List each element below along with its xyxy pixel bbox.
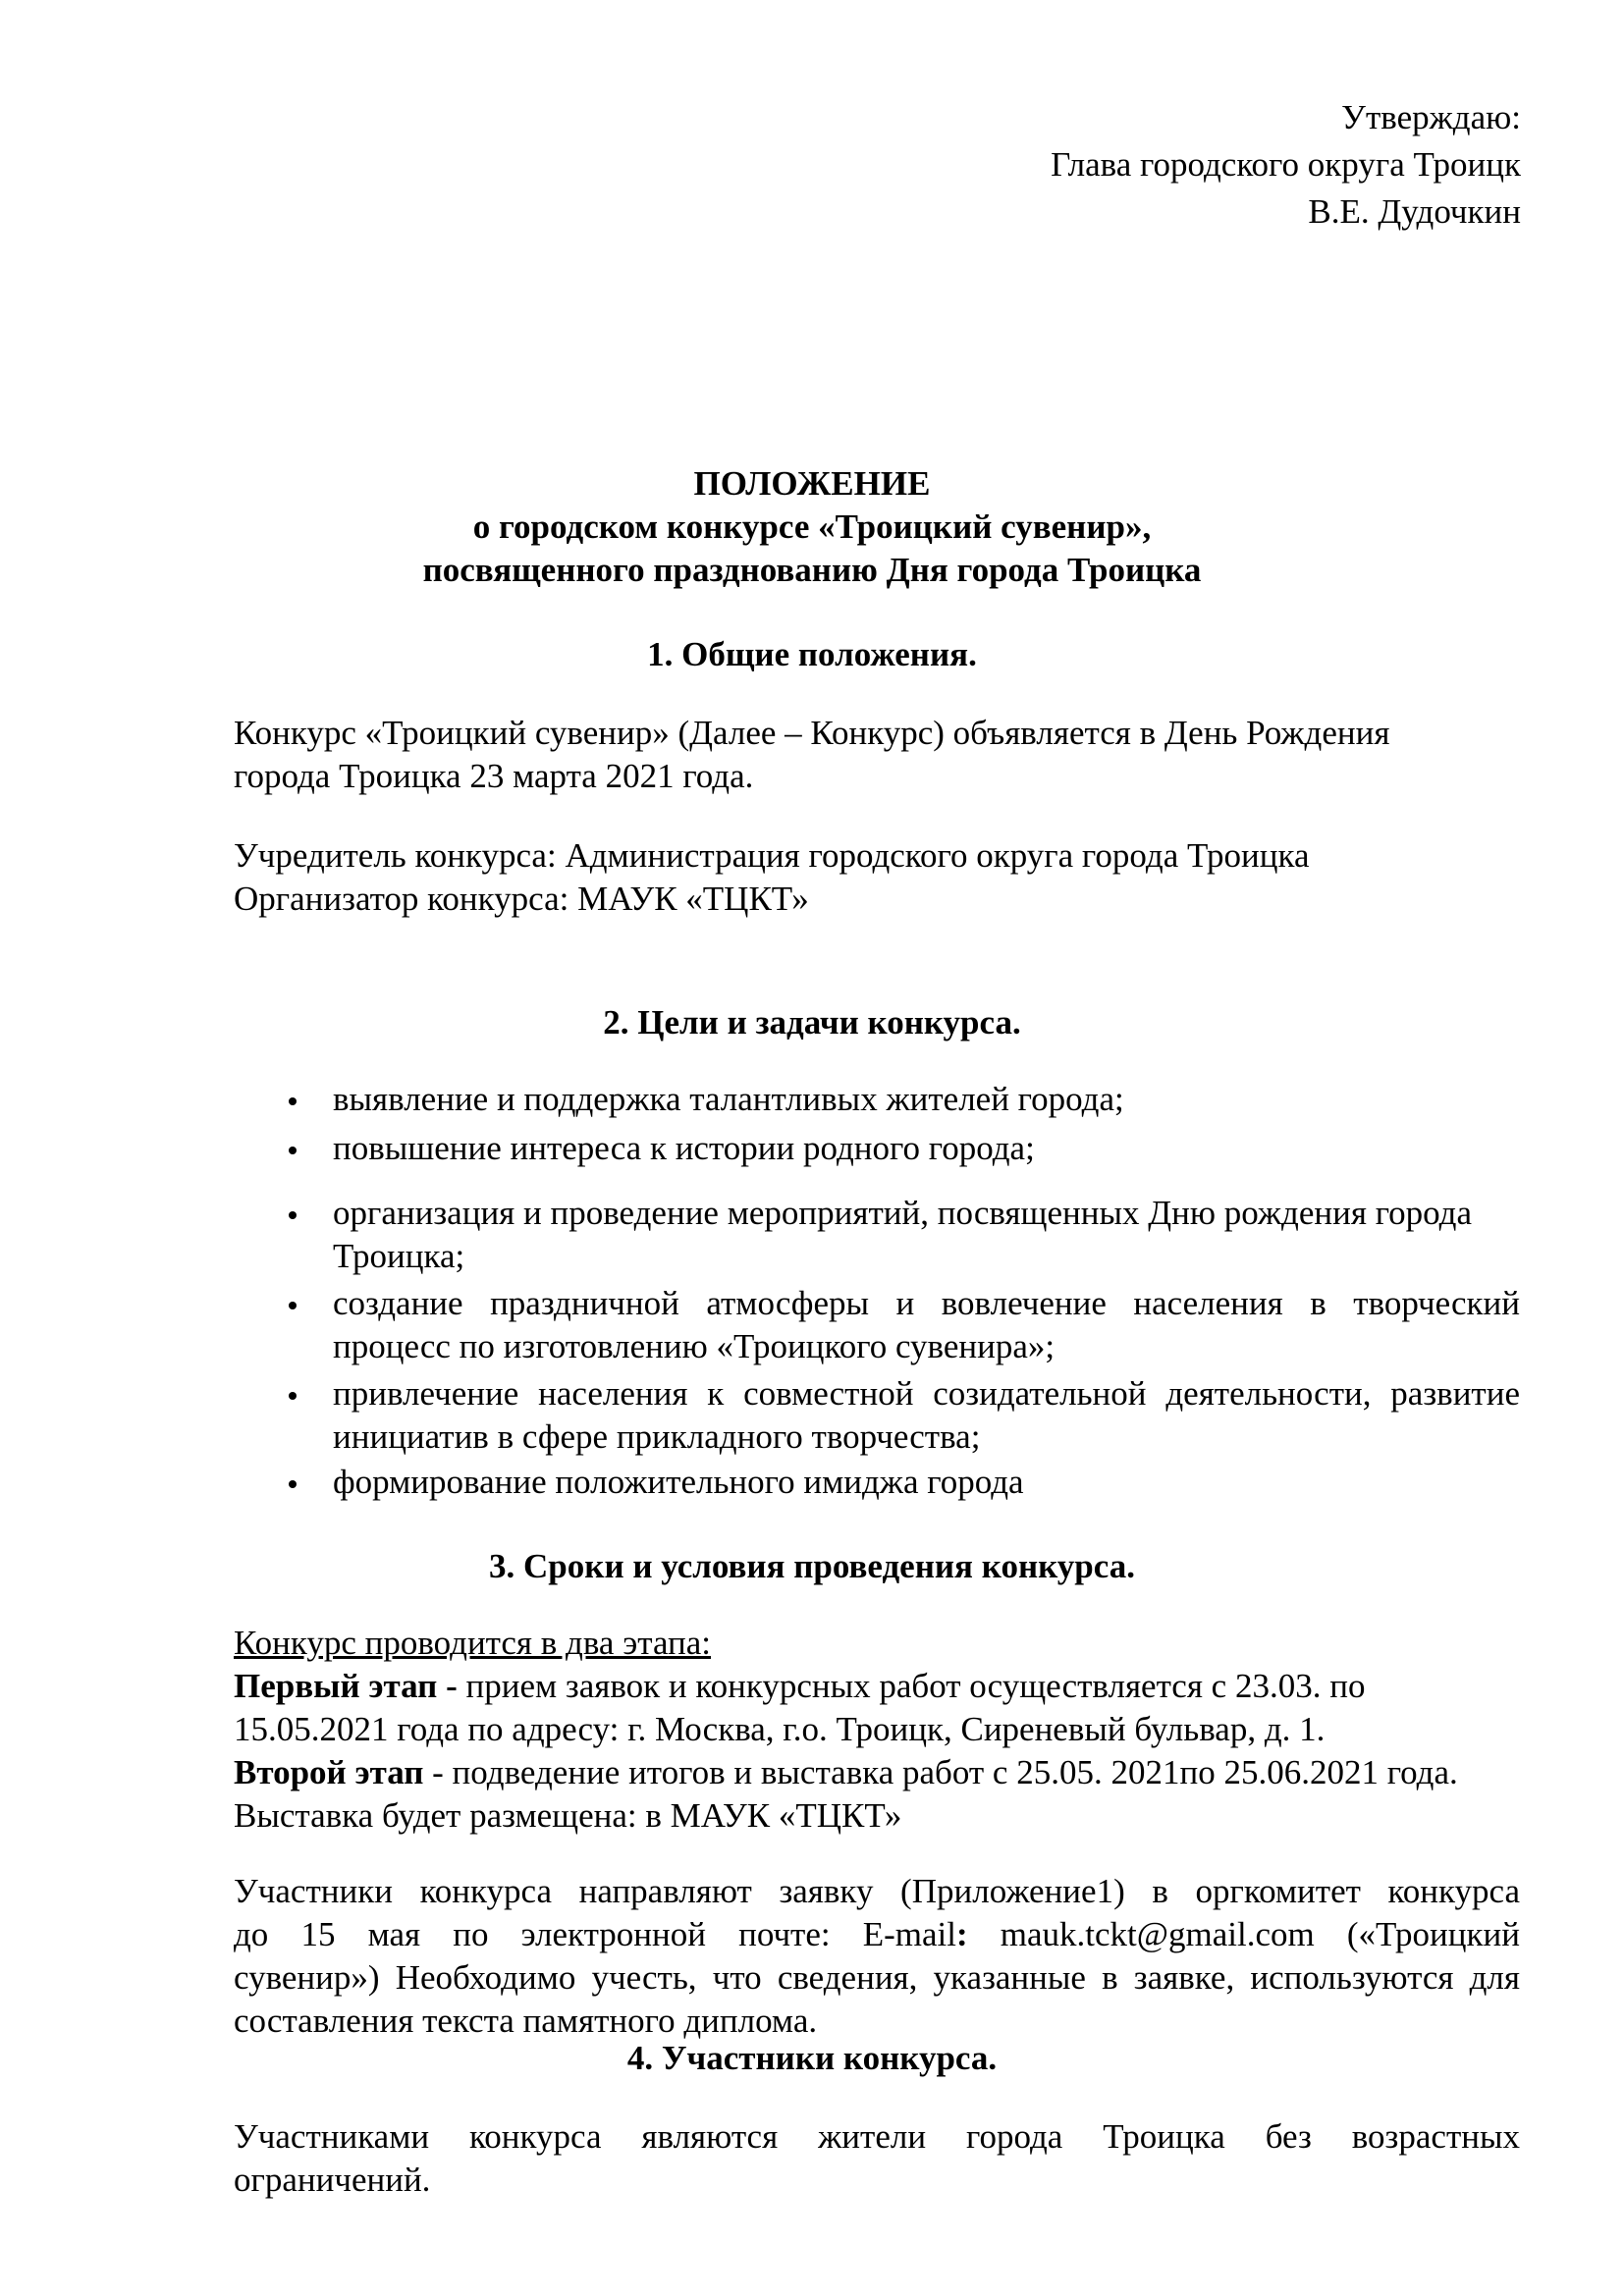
list-item: привлечение населения к совместной созидательной деятельности, развитие инициатив в сфере прикладного творчества; [234,1372,1520,1461]
list-item: организация и проведение мероприятий, посвященных Дню рождения города Троицка; [234,1192,1520,1280]
text-line: Участниками конкурса являются жители города Троицка без возрастных [234,2117,1520,2156]
goals-list [234,1078,1520,1508]
bullet-icon [289,1480,297,1488]
founder-line: Учредитель конкурса: Администрация городского округа города Троицка [234,836,1310,875]
section-heading: 4. Участники конкурса. [626,2039,998,2077]
title-line: посвященного празднованию Дня города Троицка [422,551,1202,589]
text-line: Первый этап - прием заявок и конкурсных работ осуществляется с 23.03. по [234,1667,1366,1705]
list-item: формирование положительного имиджа города [234,1461,1520,1508]
paragraph [234,834,1520,921]
organizer-line: Организатор конкурса: МАУК «ТЦКТ» [234,880,809,918]
text-line: города Троицка 23 марта 2021 года. [234,757,754,795]
stage2-label: Второй этап [234,1753,424,1791]
bullet-icon [289,1211,297,1219]
paragraph [234,1870,1520,2043]
list-item: повышение интереса к истории родного города; [234,1127,1520,1182]
text-line: Выставка будет размещена: в МАУК «ТЦКТ» [234,1796,902,1835]
text-line: Второй этап - подведение итогов и выставка работ с 25.05. 2021по 25.06.2021 года. [234,1753,1458,1791]
bullet-icon [289,1302,297,1309]
bullet-icon [289,1392,297,1400]
email-link: mauk.tckt@gmail.com («Троицкий [967,1915,1520,1953]
document-title [0,462,1624,592]
approval-line: Глава городского округа Троицк [1051,145,1521,184]
approval-line: Утверждаю: [1341,98,1521,136]
title-line: о городском конкурсе «Троицкий сувенир», [472,507,1152,546]
text-line: сувенир») Необходимо учесть, что сведения, указанные в заявке, используются для [234,1958,1520,1997]
text-line: до 15 мая по электронной почте: E-mail: mauk.tckt@gmail.com («Троицкий [234,1915,1520,1953]
paragraph [234,2115,1520,2202]
text-line: составления текста памятного диплома. [234,2002,818,2040]
title-line: ПОЛОЖЕНИЕ [693,464,931,503]
text-line: ограничений. [234,2161,431,2199]
text-line: Участники конкурса направляют заявку (Приложение1) в оргкомитет конкурса [234,1872,1520,1910]
section-heading: 1. Общие положения. [647,635,977,673]
approval-block [1051,94,1521,236]
approval-signatory: В.Е. Дудочкин [1308,192,1521,231]
stages-intro: Конкурс проводится в два этапа: [234,1624,712,1662]
list-item: создание праздничной атмосферы и вовлечение населения в творческий процесс по изготовлению «Троицкого сувенира»; [234,1282,1520,1370]
stage1-label: Первый этап - [234,1667,458,1705]
text-line: Конкурс «Троицкий сувенир» (Далее – Конкурс) объявляется в День Рождения [234,714,1390,752]
paragraph [234,712,1520,798]
section-heading: 3. Сроки и условия проведения конкурса. [489,1547,1135,1585]
text-line: 15.05.2021 года по адресу: г. Москва, г.о. Троицк, Сиреневый бульвар, д. 1. [234,1710,1326,1748]
paragraph [234,1622,1520,1838]
bullet-icon [289,1097,297,1105]
bullet-icon [289,1147,297,1154]
list-item: выявление и поддержка талантливых жителей города; [234,1078,1520,1125]
section-heading: 2. Цели и задачи конкурса. [603,1003,1021,1041]
